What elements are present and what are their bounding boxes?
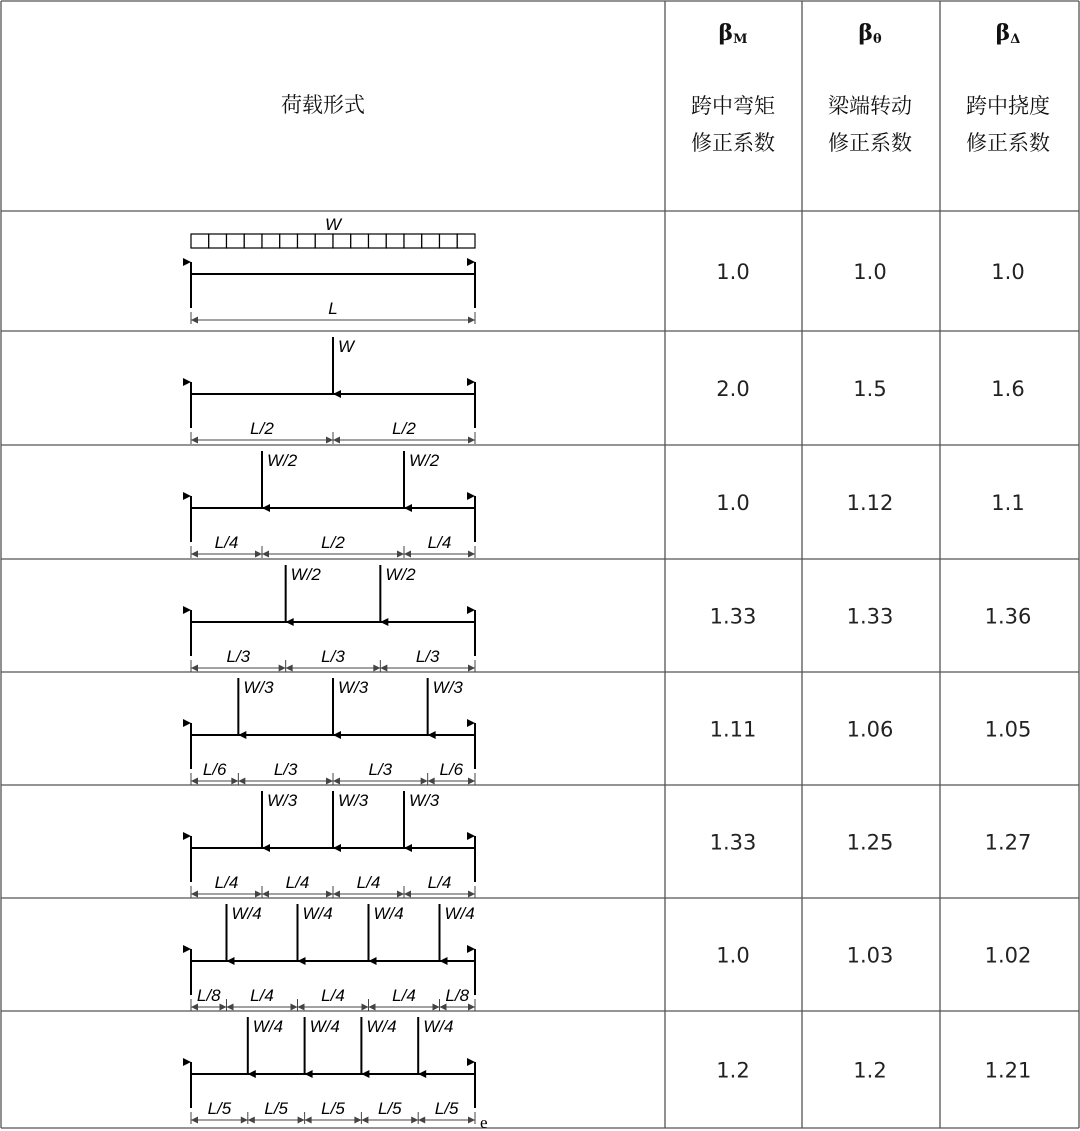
load-label: W/4 [444,904,475,923]
load-label: W/3 [267,791,298,810]
table-row [191,1017,1031,1131]
dimension-label: L/6 [439,760,464,779]
load-label: W/2 [290,565,321,584]
dimension-label: L/4 [392,986,416,1005]
load-diagram [191,678,475,785]
beta-m-desc-line1: 跨中弯矩 [691,94,775,118]
uniform-load [191,234,475,248]
uniform-load-cell [422,234,440,248]
dimension-label: L/3 [226,647,251,666]
uniform-load-cell [457,234,475,248]
uniform-load-cell [280,234,298,248]
table-grid [1,1,1079,1128]
beta-theta-value: 1.33 [846,604,894,629]
beta-theta-desc-line2: 修正系数 [828,131,912,155]
beta-m-symbol: βM [718,20,748,47]
beta-theta-value: 1.2 [853,1058,887,1083]
load-label: W/3 [432,678,463,697]
table-row [191,678,1031,785]
beta-theta-value: 1.12 [846,491,894,515]
uniform-load-cell [351,234,369,248]
beta-m-value: 1.0 [716,943,750,968]
load-label: W/4 [231,904,262,923]
uniform-load-cell [315,234,333,248]
beta-delta-value: 1.21 [984,1058,1032,1083]
load-label: W/4 [366,1017,397,1036]
beta-delta-value: 1.05 [984,717,1032,742]
load-form-heading: 荷载形式 [281,93,365,117]
dimension-label: L/4 [250,986,274,1005]
beta-m-value: 1.0 [716,491,750,515]
dimension-label: L/3 [321,647,345,666]
table-row [191,215,1025,324]
beta-delta-value: 1.6 [991,377,1025,401]
dimension-label: L/5 [264,1099,289,1118]
note-mark: e [480,1113,488,1131]
load-diagram [191,565,475,672]
header-beta-theta [828,20,912,155]
load-label: W/2 [409,451,440,470]
dimension-label: L/5 [434,1099,459,1118]
load-label: W/4 [423,1017,454,1036]
dimension-label: L/2 [321,533,345,552]
dimension-label: L/4 [427,873,452,892]
uniform-load-cell [209,234,227,248]
beta-theta-value: 1.5 [853,377,887,401]
dimension-label: L/2 [392,419,416,438]
table-body [191,215,1031,1131]
beta-m-value: 2.0 [716,377,750,401]
beta-m-value: 1.33 [709,604,757,629]
uniform-load-cell [369,234,387,248]
dimension-label: L/4 [427,533,452,552]
uniform-load-cell [333,234,351,248]
beta-delta-value: 1.0 [991,260,1025,284]
beta-delta-value: 1.1 [991,491,1025,515]
uniform-load-cell [298,234,316,248]
dimension-label: L/4 [214,533,239,552]
dimension-label: L/6 [202,760,227,779]
table-row [191,565,1031,672]
beta-delta-value: 1.27 [984,830,1032,855]
dimension-label: L/5 [377,1099,402,1118]
beta-m-desc-line2: 修正系数 [691,131,775,155]
load-label: W [338,337,355,356]
beta-m-value: 1.2 [716,1058,750,1083]
load-label: W/2 [385,565,416,584]
header-beta-delta [966,20,1050,155]
dimension-label: L/8 [196,986,221,1005]
beta-theta-value: 1.0 [853,260,887,284]
load-diagram [191,791,475,898]
load-label: W/2 [267,451,298,470]
beta-m-value: 1.11 [709,717,757,742]
table-row [191,904,1031,1011]
uniform-load-cell [262,234,280,248]
dimension-label: L/4 [321,986,345,1005]
dimension-label: L/3 [368,760,393,779]
uniform-load-cell [386,234,404,248]
table-row [191,451,1025,558]
load-diagram [191,904,475,1011]
load-label: W/3 [409,791,440,810]
load-diagram [191,451,475,558]
beta-delta-desc-line1: 跨中挠度 [966,94,1050,118]
dimension-label: L/2 [250,419,274,438]
load-diagram [191,215,475,324]
beta-m-value: 1.0 [716,260,750,284]
load-label: W/3 [243,678,274,697]
dimension-label: L [328,299,338,318]
dimension-label: L/5 [321,1099,345,1118]
uniform-load-cell [227,234,245,248]
uniform-load-cell [191,234,209,248]
uniform-load-cell [440,234,458,248]
beta-delta-symbol: βΔ [995,20,1021,47]
load-label: W/3 [338,678,369,697]
dimension-label: L/8 [445,986,470,1005]
beta-delta-value: 1.02 [984,943,1032,968]
dimension-label: L/5 [207,1099,232,1118]
uniform-load-cell [404,234,422,248]
beta-delta-value: 1.36 [984,604,1032,629]
load-diagram [191,337,475,444]
load-label: W/4 [373,904,404,923]
table-row [191,791,1031,898]
dimension-label: L/3 [273,760,298,779]
beta-theta-value: 1.25 [846,830,894,855]
header-beta-m [691,20,775,155]
beta-theta-symbol: βθ [858,20,882,47]
uniform-load-cell [244,234,262,248]
beta-delta-desc-line2: 修正系数 [966,131,1050,155]
dimension-label: L/4 [214,873,239,892]
dimension-label: L/3 [415,647,440,666]
load-label: W/3 [338,791,369,810]
dimension-label: L/4 [356,873,381,892]
load-label: W [324,215,342,234]
dimension-label: L/4 [285,873,310,892]
load-label: W/4 [302,904,333,923]
load-diagram [191,1017,488,1131]
beta-m-value: 1.33 [709,830,757,855]
table-row [191,337,1025,444]
load-label: W/4 [252,1017,284,1036]
beta-theta-value: 1.06 [846,717,894,742]
beta-theta-desc-line1: 梁端转动 [828,94,912,118]
load-label: W/4 [309,1017,340,1036]
beta-theta-value: 1.03 [846,943,894,968]
